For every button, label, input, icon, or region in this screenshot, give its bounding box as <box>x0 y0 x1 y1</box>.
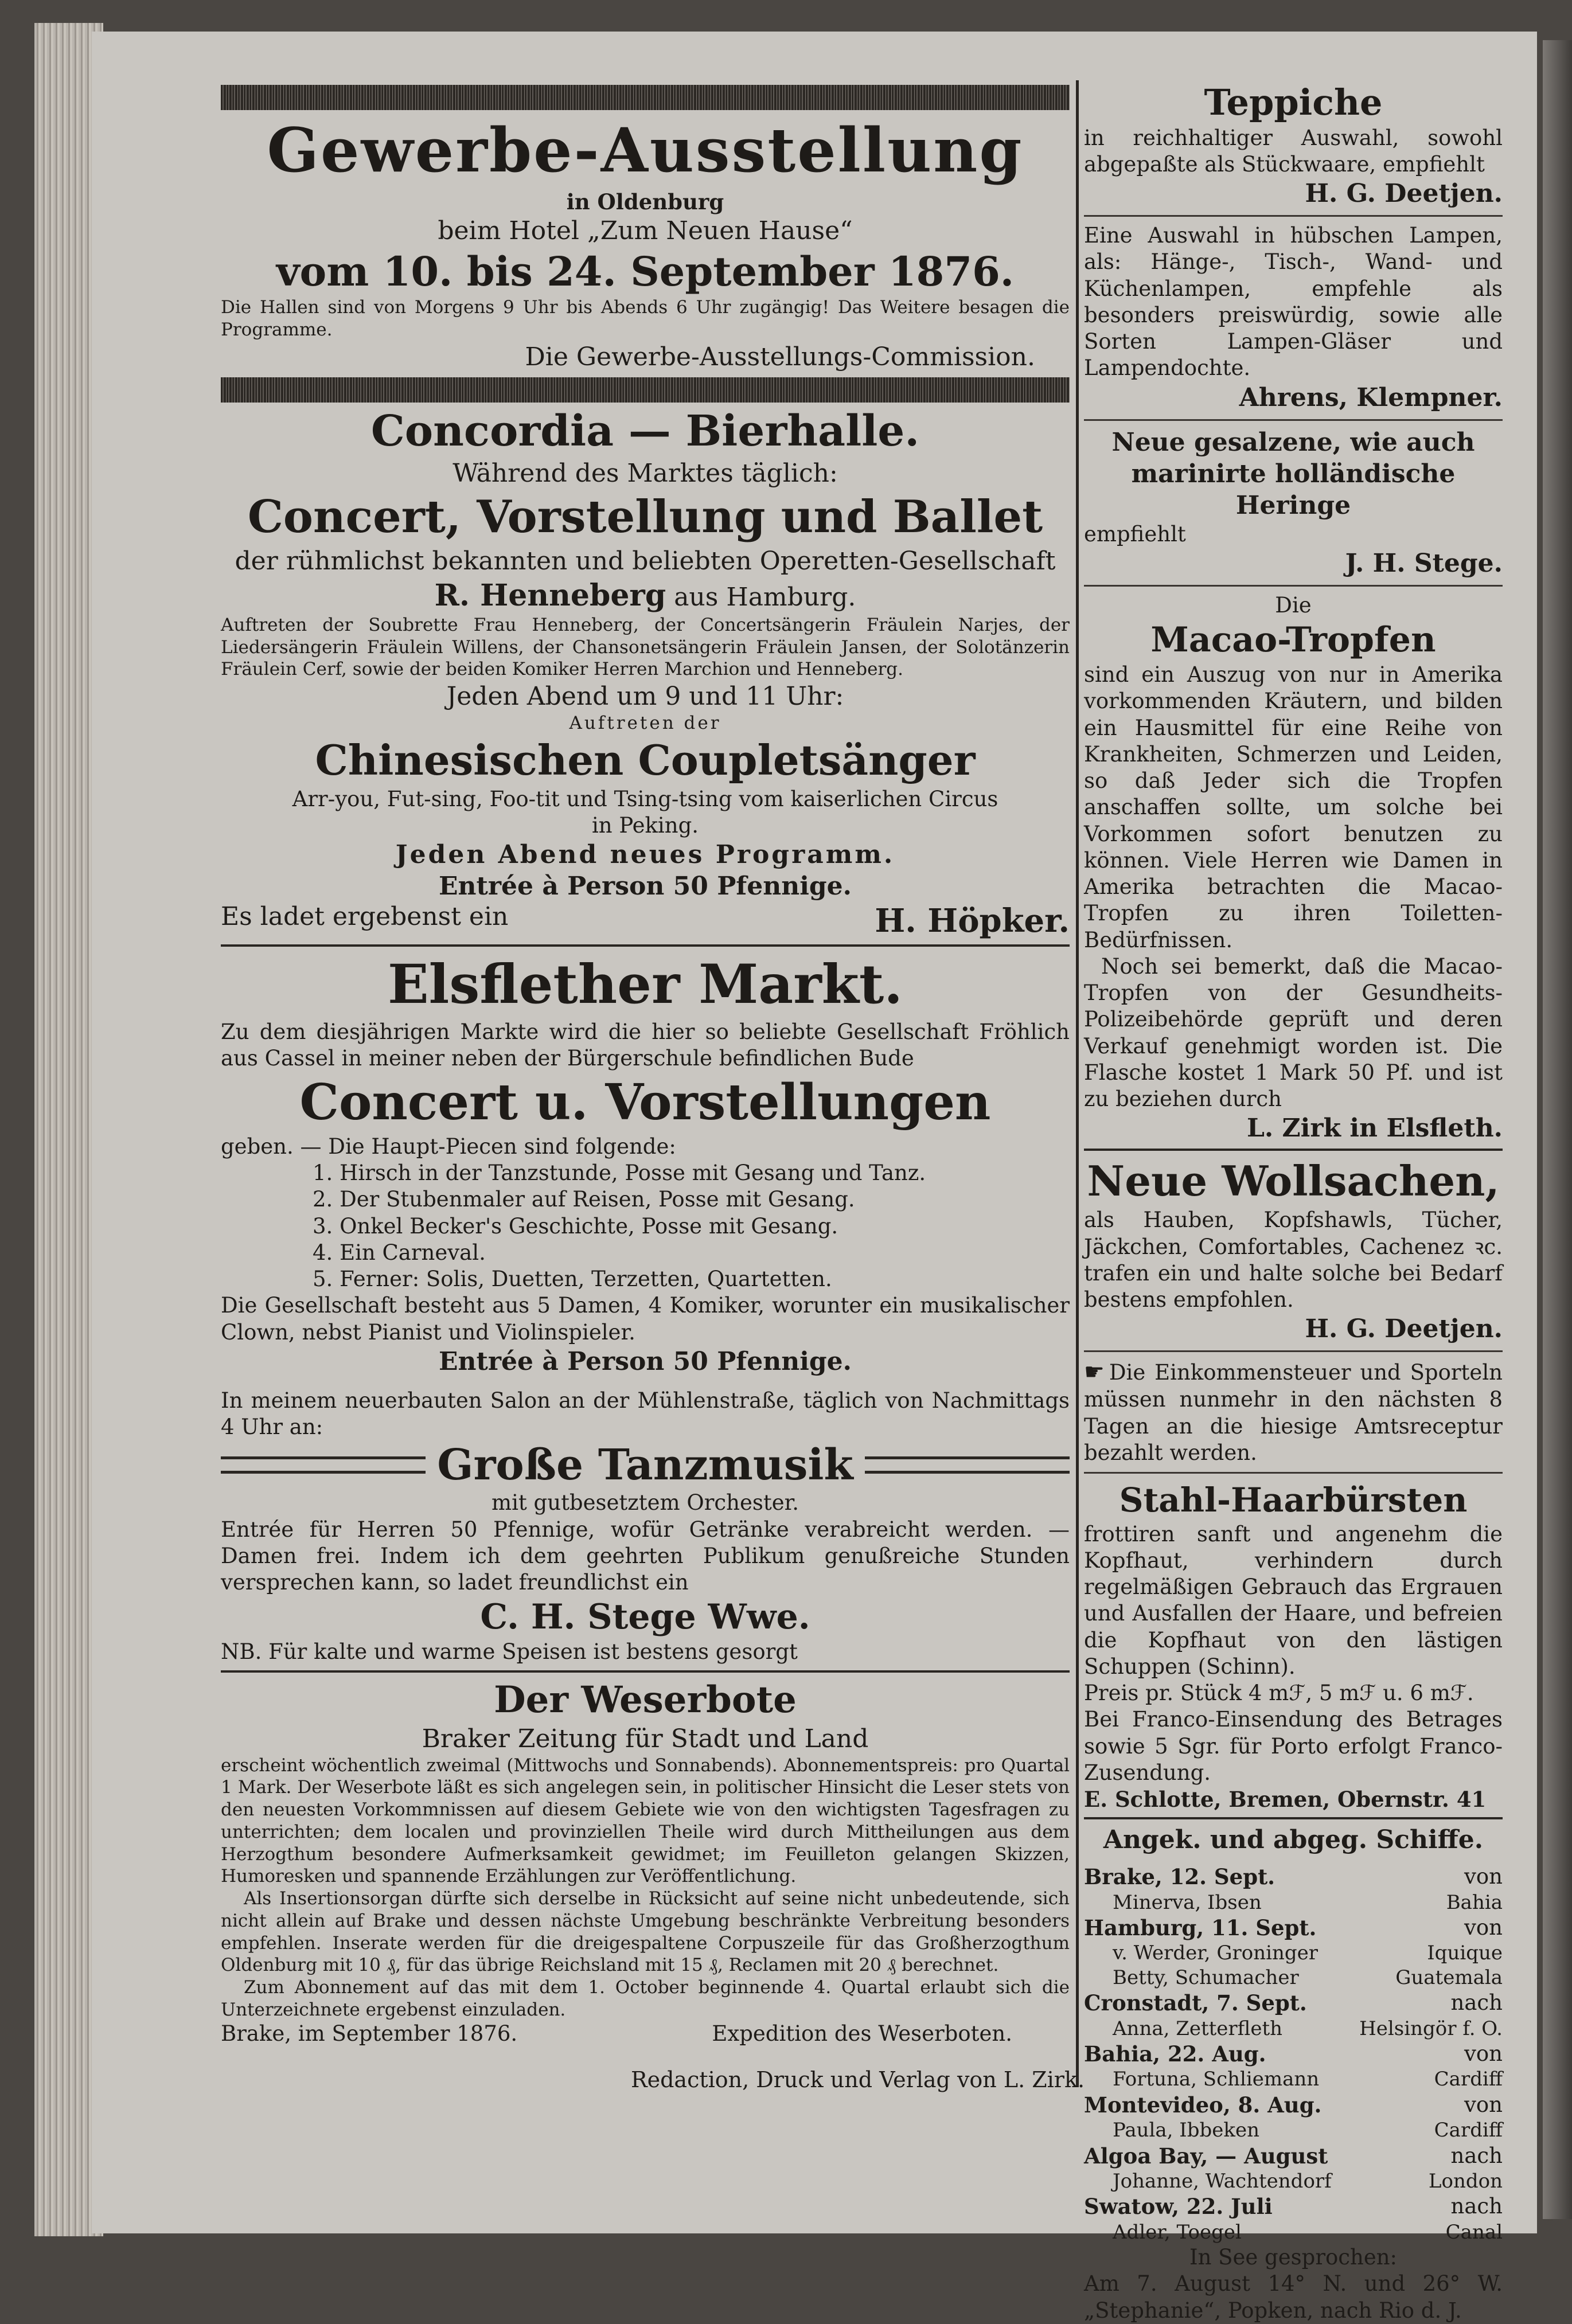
haarbuersten-title: Stahl-Haarbürsten <box>1119 1481 1468 1520</box>
macao-pre: Die <box>1275 592 1312 618</box>
elsflether-salon: In meinem neuerbauten Salon an der Mühlenstraße, täglich von Nachmittags 4 Uhr an: <box>221 1388 1070 1439</box>
ship-entry <box>1084 1915 1503 1941</box>
dance-title: Große Tanzmusik <box>437 1440 853 1490</box>
schiffe-sea: In See gesprochen: <box>1189 2245 1398 2270</box>
dance-nb: NB. Für kalte und warme Speisen ist bestens gesorgt <box>221 1639 798 1665</box>
dance-host: C. H. Stege Wwe. <box>480 1597 810 1638</box>
ship-entry <box>1084 2143 1503 2169</box>
weserbote-body: erscheint wöchentlich zweimal (Mittwochs und Sonnabends). Abonnementspreis: pro Quartal 1 Mark. Der Weserbote läßt es sich angelegen sein, in politischer Hinsicht die Leser stets von den neuesten Vorkommnissen auf diesem Gebiete wie von den wichtigsten Tagesfragen zu unterrichten; dem localen und provinziellen Theile wird durch Mittheilungen aus dem Herzogthum besondere Aufmerksamkeit gewidmet; im Feuilleton gelangen Skizzen, Humoresken und spannende Erzählungen zur Veröffentlichung. <box>221 1755 1070 1887</box>
double-rule <box>221 1456 426 1474</box>
gewerbe-signature: Die Gewerbe-Ausstellungs-Commission. <box>525 342 1035 372</box>
ship-port: Brake, 12. Sept. <box>1084 1864 1275 1890</box>
list-item: 4. Ein Carneval. <box>313 1240 486 1265</box>
elsflether-company: Die Gesellschaft besteht aus 5 Damen, 4 Komiker, worunter ein musikalischer Clown, nebst Pianist und Violinspieler. <box>221 1293 1070 1345</box>
gewerbe-dates: vom 10. bis 24. September 1876. <box>276 247 1015 295</box>
weserbote-title: Der Weserbote <box>494 1678 797 1721</box>
elsflether-intro: Zu dem diesjährigen Markte wird die hier so beliebte Gesellschaft Fröhlich aus Cassel in meiner neben der Bürgerschule befindlichen Bude <box>221 1019 1070 1071</box>
concordia-headline: Concert, Vorstellung und Ballet <box>247 491 1043 544</box>
haarbuersten-shipping: Bei Franco-Einsendung des Betrages sowie 5 Sgr. für Porto erfolgt Franco-Zusendung. <box>1084 1707 1503 1785</box>
concordia-title: Concordia — Bierhalle. <box>370 406 920 456</box>
ship-entry <box>1084 1864 1503 1890</box>
ship-destination: Iquique <box>1427 1942 1503 1965</box>
concordia-line1: der rühmlichst bekannten und beliebten Operetten-Gesellschaft <box>235 546 1056 576</box>
ship-name: Johanne, Wachtendorf <box>1113 2169 1332 2193</box>
weserbote-body3: Zum Abonnement auf das mit dem 1. October beginnende 4. Quartal erlaubt sich die Unterzeichnete ergebenst einzuladen. <box>221 1977 1070 2020</box>
ship-destination: Canal <box>1445 2220 1503 2244</box>
list-item: 2. Der Stubenmaler auf Reisen, Posse mit Gesang. <box>313 1187 855 1212</box>
section-rule <box>1084 1149 1503 1151</box>
section-rule <box>221 1670 1070 1673</box>
schiffe-sea-text: Am 7. August 14° N. und 26° W. „Stephanie“, Popken, nach Rio d. J. <box>1084 2271 1503 2323</box>
imprint-footer: Redaction, Druck und Verlag von L. Zirk. <box>631 2067 1085 2092</box>
dance-prices: Entrée für Herren 50 Pfennige, wofür Getränke verabreicht werden. — Damen frei. Indem ich dem geehrten Publikum genußreiche Stunden versprechen kann, so ladet freundlichst ein <box>221 1517 1070 1595</box>
ship-direction: nach <box>1450 2143 1503 2168</box>
concordia-troupe-line <box>221 577 1070 614</box>
macao-body2: Noch sei bemerkt, daß die Macao-Tropfen von der Gesundheits-Polizeibehörde geprüft und deren Verkauf genehmigt worden ist. Die Flasche kostet 1 Mark 50 Pf. und ist zu beziehen durch <box>1084 954 1503 1111</box>
concordia-singer-place: in Peking. <box>591 813 699 838</box>
elsflether-pieces-intro: geben. — Die Haupt-Piecen sind folgende: <box>221 1134 676 1159</box>
pointing-hand-icon: ☛ <box>1084 1359 1105 1386</box>
ship-name: Paula, Ibbeken <box>1113 2119 1259 2142</box>
troupe-name: R. Henneberg <box>434 577 666 613</box>
wollsachen-body: als Hauben, Kopfshawls, Tücher, Jäckchen, Comfortables, Cachenez ꝛc. trafen ein und halte solche bei Bedarf bestens empfohlen. <box>1084 1208 1503 1312</box>
teppiche-sign: H. G. Deetjen. <box>1305 179 1503 208</box>
ship-direction: von <box>1464 2041 1503 2066</box>
steuer-body: Die Einkommensteuer und Sporteln müssen nunmehr in den nächsten 8 Tagen an die hiesige Amtsreceptur bezahlt werden. <box>1084 1360 1503 1465</box>
section-rule <box>221 944 1070 947</box>
weserbote-signature-row <box>221 2021 1070 2046</box>
decorative-bar <box>221 377 1070 403</box>
elsflether-headline: Concert u. Vorstellungen <box>299 1073 991 1132</box>
haarbuersten-price: Preis pr. Stück 4 mℱ, 5 mℱ u. 6 mℱ. <box>1084 1681 1474 1705</box>
ship-destination: Cardiff <box>1434 2068 1503 2091</box>
section-rule <box>1084 215 1503 217</box>
double-rule <box>865 1456 1070 1474</box>
heringe-sign: J. H. Stege. <box>1345 548 1503 578</box>
column-divider <box>1076 80 1079 2087</box>
list-item: 3. Onkel Becker's Geschichte, Posse mit Gesang. <box>313 1213 838 1239</box>
ship-destination: Guatemala <box>1395 1966 1503 1989</box>
steuer-body-line <box>1084 1358 1503 1466</box>
haarbuersten-body: frottiren sanft und angenehm die Kopfhaut, verhindern durch regelmäßigen Gebrauch das Ergrauen und Ausfallen der Haare, und befreien die Kopfhaut von den lästigen Schuppen (Schinn). <box>1084 1521 1503 1679</box>
ship-name: Anna, Zetterfleth <box>1113 2017 1283 2040</box>
heringe-recommend: empfiehlt <box>1084 521 1186 546</box>
ship-detail <box>1084 2118 1503 2143</box>
ship-detail <box>1084 1941 1503 1966</box>
ship-direction: von <box>1464 1915 1503 1940</box>
ship-entry <box>1084 2092 1503 2118</box>
macao-ad <box>1084 592 1503 1145</box>
concordia-invite: Es ladet ergebenst ein <box>221 902 509 932</box>
ship-entry <box>1084 1990 1503 2016</box>
concordia-singer-names: Arr-you, Fut-sing, Foo-tit und Tsing-tsing vom kaiserlichen Circus <box>292 786 998 811</box>
ship-port: Algoa Bay, — August <box>1084 2143 1328 2169</box>
dance-orchestra: mit gutbesetztem Orchester. <box>492 1490 799 1516</box>
section-rule <box>1084 585 1503 587</box>
teppiche-ad <box>1084 80 1503 209</box>
concordia-appearance: Auftreten der <box>569 713 721 733</box>
gewerbe-place: in Oldenburg <box>566 189 724 214</box>
ship-direction: nach <box>1450 1990 1503 2016</box>
teppiche-body: in reichhaltiger Auswahl, sowohl abgepaßte als Stückwaare, empfiehlt <box>1084 125 1503 177</box>
gewerbe-hours: Die Hallen sind von Morgens 9 Uhr bis Abends 6 Uhr zugängig! Das Weitere besagen die Programme. <box>221 297 1070 340</box>
section-rule <box>1084 1472 1503 1474</box>
ship-direction: nach <box>1450 2194 1503 2219</box>
ship-detail <box>1084 2017 1503 2041</box>
ship-detail <box>1084 2220 1503 2245</box>
list-item: 5. Ferner: Solis, Duetten, Terzetten, Quartetten. <box>313 1267 832 1291</box>
gewerbe-hotel: beim Hotel „Zum Neuen Hause“ <box>438 216 853 245</box>
section-rule <box>1084 1350 1503 1352</box>
teppiche-title: Teppiche <box>1204 81 1383 123</box>
right-column <box>1084 80 1503 2324</box>
ship-destination: Bahia <box>1446 1891 1503 1914</box>
concordia-program: Jeden Abend neues Programm. <box>395 840 895 870</box>
ship-name: Fortuna, Schliemann <box>1113 2068 1320 2091</box>
concordia-singers: Chinesischen Coupletsänger <box>315 735 976 784</box>
wollsachen-title: Neue Wollsachen, <box>1087 1157 1500 1206</box>
pieces-list <box>221 1160 1070 1292</box>
section-rule <box>1084 419 1503 421</box>
concordia-subtitle: Während des Marktes täglich: <box>453 459 838 489</box>
concordia-evening: Jeden Abend um 9 und 11 Uhr: <box>446 682 844 711</box>
elsflether-entry: Entrée à Person 50 Pfennige. <box>438 1346 852 1376</box>
concordia-signature-row <box>221 902 1070 940</box>
weserbote-body2: Als Insertionsorgan dürfte sich derselbe in Rücksicht auf seine nicht unbedeutende, sich nicht allein auf Brake und dessen nächste Umgebung beschränkte Verbreitung besonders empfehlen. Inserate werden für die dreigespaltene Corpuszeile für das Großherzogthum Oldenburg mit 10 ₰, für das übrige Reichsland mit 15 ₰, Reclamen mit 20 ₰ berechnet. <box>221 1888 1070 1976</box>
weserbote-sign-right: Expedition des Weserboten. <box>712 2021 1012 2046</box>
left-column <box>221 80 1070 2046</box>
ship-detail <box>1084 2067 1503 2092</box>
lampen-sign: Ahrens, Klempner. <box>1239 382 1503 412</box>
ship-port: Cronstadt, 7. Sept. <box>1084 1990 1307 2016</box>
lampen-ad <box>1084 222 1503 413</box>
elsflether-ad <box>221 951 1070 1665</box>
ship-port: Montevideo, 8. Aug. <box>1084 2092 1322 2118</box>
list-item: 1. Hirsch in der Tanzstunde, Posse mit Gesang und Tanz. <box>313 1161 926 1185</box>
concordia-performers: Auftreten der Soubrette Frau Henneberg, der Concertsängerin Fräulein Narjes, der Liedersängerin Fräulein Willens, der Chansonetsängerin Fräulein Jansen, der Solotänzerin Fräulein Cerf, sowie der beiden Komiker Herren Marchion und Henneberg. <box>221 614 1070 680</box>
concordia-host: H. Höpker. <box>875 902 1070 940</box>
ship-name: Betty, Schumacher <box>1113 1966 1299 1989</box>
ship-port: Hamburg, 11. Sept. <box>1084 1915 1317 1940</box>
lampen-body: Eine Auswahl in hübschen Lampen, als: Hänge-, Tisch-, Wand- und Küchenlampen, empfehle als besonders preiswürdig, sowie alle Sorten Lampen-Gläser und Lampendochte. <box>1084 223 1503 381</box>
heringe-body: Neue gesalzene, wie auch marinirte holländische Heringe <box>1111 427 1475 520</box>
section-rule <box>1084 1817 1503 1819</box>
ship-direction: von <box>1464 2092 1503 2117</box>
ship-destination: Helsingör f. O. <box>1359 2017 1503 2040</box>
wollsachen-sign: H. G. Deetjen. <box>1305 1314 1503 1344</box>
dance-heading <box>221 1440 1070 1490</box>
schiffe-title: Angek. und abgeg. Schiffe. <box>1103 1825 1484 1855</box>
haarbuersten-sign: E. Schlotte, Bremen, Obernstr. 41 <box>1084 1787 1487 1812</box>
ship-name: Adler, Toegel <box>1113 2220 1242 2244</box>
ship-name: v. Werder, Groninger <box>1113 1942 1319 1965</box>
macao-body: sind ein Auszug von nur in Amerika vorkommenden Kräutern, und bilden ein Hausmittel für eine Reihe von Krankheiten, Schmerzen und Leiden, so daß Jeder sich die Tropfen anschaffen sollte, um solche bei Vorkommen sofort benutzen zu können. Viele Herren wie Damen in Amerika betrachten die Macao-Tropfen zu ihren Toiletten-Bedürfnissen. <box>1084 662 1503 952</box>
ship-entry <box>1084 2041 1503 2067</box>
ship-direction: von <box>1464 1864 1503 1889</box>
ship-port: Bahia, 22. Aug. <box>1084 2041 1266 2067</box>
weserbote-subtitle: Braker Zeitung für Stadt und Land <box>422 1724 869 1753</box>
heringe-ad <box>1084 427 1503 579</box>
ship-destination: London <box>1428 2169 1503 2193</box>
ship-detail <box>1084 1891 1503 1915</box>
schiffe-section <box>1084 1824 1503 2324</box>
troupe-from: aus Hamburg. <box>674 582 856 612</box>
gewerbe-ad <box>221 112 1070 373</box>
ship-entry <box>1084 2193 1503 2220</box>
weserbote-ad <box>221 1677 1070 2046</box>
ship-list <box>1084 1864 1503 2244</box>
decorative-bar <box>221 85 1070 110</box>
adjacent-page-edge <box>1543 40 1572 2219</box>
ship-destination: Cardiff <box>1434 2119 1503 2142</box>
macao-sign: L. Zirk in Elsfleth. <box>1246 1114 1503 1143</box>
steuer-notice <box>1084 1358 1503 1466</box>
gewerbe-title: Gewerbe-Ausstellung <box>267 114 1024 186</box>
concordia-ad <box>221 405 1070 940</box>
haarbuersten-ad <box>1084 1479 1503 1813</box>
weserbote-sign-left: Brake, im September 1876. <box>221 2021 518 2046</box>
elsflether-title: Elsflether Markt. <box>387 953 903 1017</box>
wollsachen-ad <box>1084 1155 1503 1345</box>
macao-title: Macao-Tropfen <box>1150 620 1436 660</box>
ship-name: Minerva, Ibsen <box>1113 1891 1262 1914</box>
ship-port: Swatow, 22. Juli <box>1084 2194 1273 2220</box>
ship-detail <box>1084 2169 1503 2194</box>
concordia-entry: Entrée à Person 50 Pfennige. <box>438 872 852 901</box>
ship-detail <box>1084 1966 1503 1990</box>
